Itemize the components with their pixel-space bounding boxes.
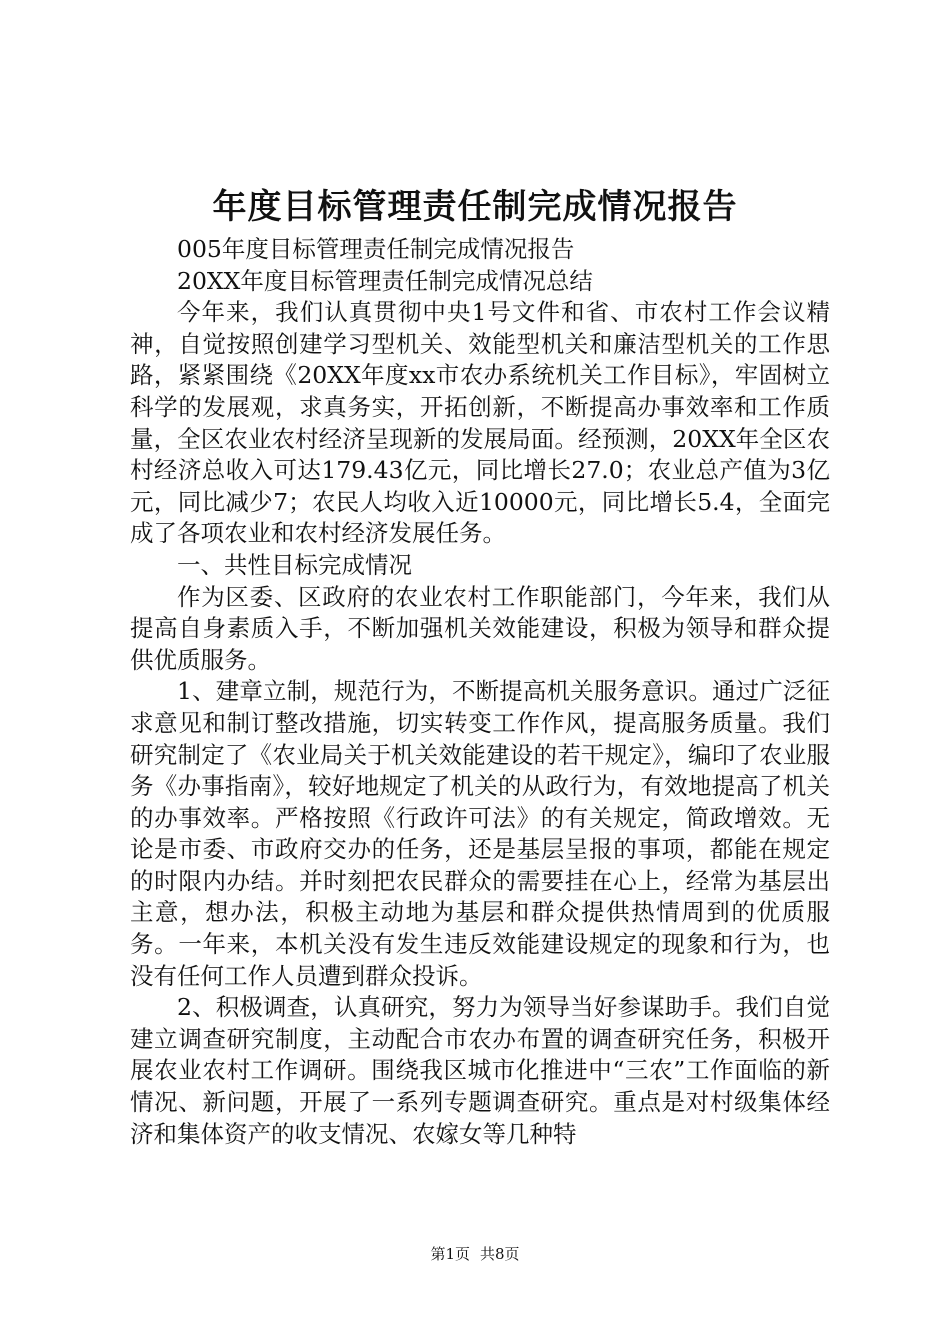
paragraph-section-intro: 作为区委、区政府的农业农村工作职能部门，今年来，我们从提高自身素质入手，不断加强机关效能建设，积极为领导和群众提供优质服务。 [130, 582, 830, 674]
paragraph-subtitle-1: 005年度目标管理责任制完成情况报告 [177, 235, 575, 263]
section-heading: 一、共性目标完成情况 [177, 550, 412, 579]
paragraph-item-1: 1、建章立制，规范行为，不断提高机关服务意识。通过广泛征求意见和制订整改措施，切实转变工作作风，提高服务质量。我们研究制定了《农业局关于机关效能建设的若干规定》，编印了农业服务《办事指南》，较好地规定了机关的从政行为，有效地提高了机关的办事效率。严格按照《行政许可法》的有关规定，简政增效。无论是市委、市政府交办的任务，还是基层呈报的事项，都能在规定的时限内办结。并时刻把农民群众的需要挂在心上，经常为基层出主意，想办法，积极主动地为基层和群众提供热情周到的优质服务。一年来，本机关没有发生违反效能建设规定的现象和行为，也没有任何工作人员遭到群众投诉。 [130, 677, 830, 990]
document-body [130, 234, 830, 1150]
paragraph-intro: 今年来，我们认真贯彻中央1号文件和省、市农村工作会议精神，自觉按照创建学习型机关、效能型机关和廉洁型机关的工作思路，紧紧围绕《20XX年度xx市农办系统机关工作目标》，牢固树立科学的发展观，求真务实，开拓创新，不断提高办事效率和工作质量，全区农业农村经济呈现新的发展局面。经预测，20XX年全区农村经济总收入可达179.43亿元，同比增长27.0；农业总产值为3亿元，同比减少7；农民人均收入近10000元，同比增长5.4，全面完成了各项农业和农村经济发展任务。 [130, 298, 830, 548]
document-title: 年度目标管理责任制完成情况报告 [212, 187, 738, 227]
page-number: 第1页 [430, 1245, 470, 1263]
paragraph-item-2: 2、积极调查，认真研究，努力为领导当好参谋助手。我们自觉建立调查研究制度，主动配合市农办布置的调查研究任务，积极开展农业农村工作调研。围绕我区城市化推进中“三农”工作面临的新情况、新问题，开展了一系列专题调查研究。重点是对村级集体经济和集体资产的收支情况、农嫁女等几种特 [130, 993, 830, 1148]
paragraph-subtitle-2: 20XX年度目标管理责任制完成情况总结 [177, 266, 593, 295]
page-footer [0, 1244, 950, 1264]
page-total: 共8页 [480, 1245, 520, 1263]
